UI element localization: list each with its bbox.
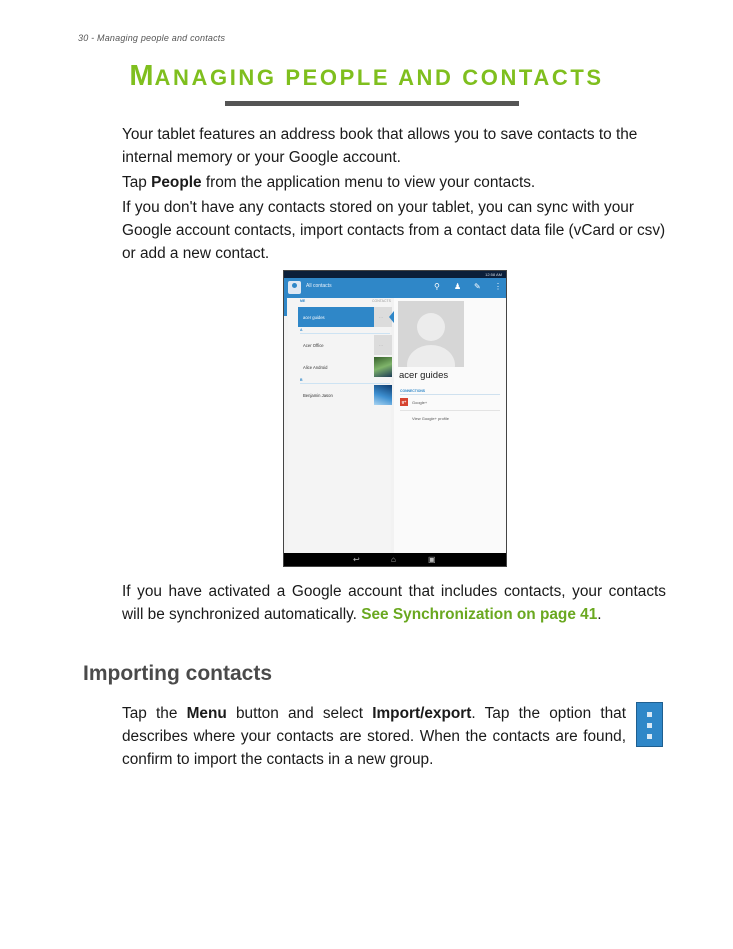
contact-photo [374, 357, 392, 377]
running-header: 30 - Managing people and contacts [78, 33, 226, 43]
menu-icon [636, 702, 663, 747]
edit-icon[interactable]: ✎ [474, 282, 481, 291]
p2-after: from the application menu to view your contacts. [201, 174, 536, 191]
detail-contact-name: acer guides [399, 370, 449, 381]
page-title-initial: M [129, 60, 155, 92]
overflow-icon[interactable]: ⋮ [494, 282, 502, 291]
list-divider [300, 383, 390, 384]
list-header-contacts: CONTACTS [372, 299, 391, 303]
list-header-me: ME [300, 299, 306, 303]
contact-thumbnail: ··· [374, 335, 392, 355]
home-icon[interactable]: ⌂ [391, 555, 396, 564]
google-plus-icon: g+ [401, 399, 407, 404]
connections-divider [400, 394, 500, 395]
list-item[interactable] [298, 357, 392, 377]
contacts-screenshot [283, 270, 507, 567]
import-text-1: Tap the [122, 705, 187, 722]
page-title [0, 60, 733, 93]
default-avatar [398, 301, 464, 367]
list-item[interactable] [298, 335, 392, 355]
contact-name: acer guides [303, 315, 325, 320]
google-plus-label[interactable]: Google+ [412, 400, 428, 405]
status-time: 12:58 AM [485, 272, 502, 277]
contact-photo [374, 385, 392, 405]
import-text-2: button and select [226, 705, 373, 722]
contact-name: Benjamin Jason [303, 393, 333, 398]
contact-list [288, 298, 391, 553]
title-divider [225, 101, 519, 106]
import-export-term: Import/export [372, 705, 472, 722]
people-app-name: People [151, 174, 202, 191]
section-letter: B [300, 378, 303, 382]
import-instructions [122, 702, 626, 771]
navigation-bar [284, 553, 506, 566]
list-item[interactable] [298, 307, 392, 327]
sync-text-end: . [597, 606, 602, 623]
sync-paragraph [122, 580, 666, 626]
menu-term: Menu [186, 705, 227, 722]
connections-label: CONNECTIONS [400, 389, 426, 393]
list-item[interactable] [298, 385, 392, 405]
people-app-icon[interactable] [288, 281, 301, 294]
intro-paragraph-3: If you don't have any contacts stored on your tablet, you can sync with your Google account contacts, import contacts from a contact data file (vCard or csv) or add a new contact. [122, 199, 666, 262]
search-icon[interactable]: ⚲ [434, 282, 440, 291]
intro-paragraph-1: Your tablet features an address book that allows you to save contacts to the internal memory or your Google account. [122, 126, 638, 166]
action-bar-title[interactable]: All contacts [306, 283, 332, 289]
page-title-rest: ANAGING PEOPLE AND CONTACTS [154, 65, 604, 90]
intro-paragraph-2 [122, 171, 666, 194]
contact-name: Alice Android [303, 365, 328, 370]
profile-divider [400, 410, 500, 411]
import-text-3: . Tap the option that describes where your contacts are stored. When the contacts are found, confirm to import the contacts in a new group. [122, 705, 626, 768]
contact-detail [394, 298, 506, 553]
section-letter: A [300, 328, 303, 332]
contact-name: Acer Office [303, 343, 324, 348]
synchronization-link[interactable]: See Synchronization on page 41 [361, 606, 598, 623]
list-divider [300, 333, 390, 334]
recents-icon[interactable]: ▣ [428, 555, 436, 564]
p2-before: Tap [122, 174, 152, 191]
section-heading: Importing contacts [83, 662, 273, 685]
status-bar [284, 271, 506, 278]
view-profile-link[interactable]: View Google+ profile [412, 416, 449, 421]
add-person-icon[interactable]: ♟ [454, 282, 462, 291]
back-icon[interactable]: ↩ [353, 555, 360, 564]
contact-thumbnail: ··· [374, 307, 392, 327]
sync-text: If you have activated a Google account that includes contacts, your contacts will be synchronized automatically. [122, 583, 666, 623]
index-rail [284, 298, 287, 316]
action-bar [284, 278, 506, 298]
